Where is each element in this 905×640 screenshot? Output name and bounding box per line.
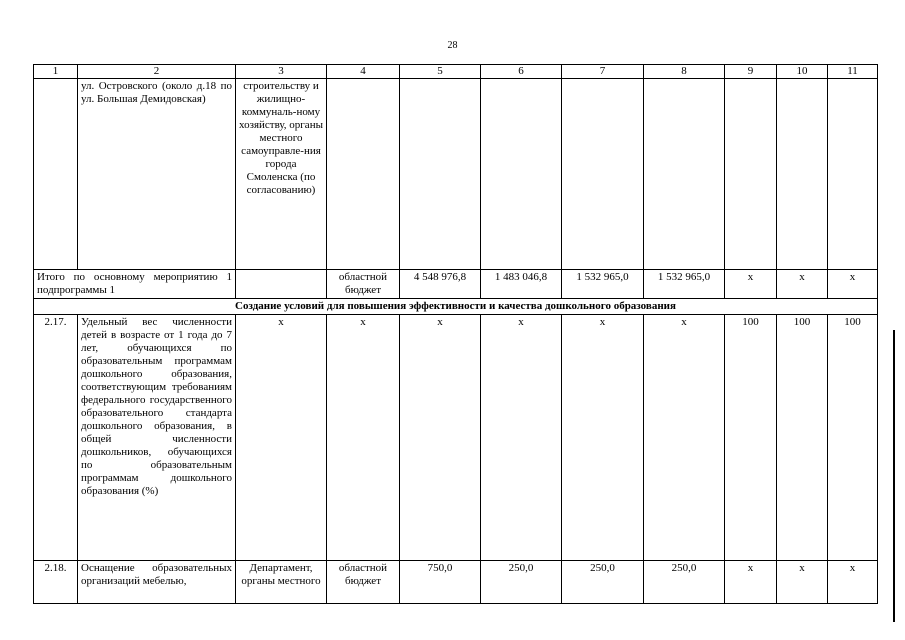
row-217-num: 2.17. (34, 315, 78, 561)
row-218-c7: 250,0 (562, 561, 644, 604)
row-217-c6: х (481, 315, 562, 561)
total-label: Итого по основному мероприятию 1 подпрограммы 1 (34, 270, 236, 299)
total-c6: 1 483 046,8 (481, 270, 562, 299)
page-number: 28 (447, 40, 458, 51)
budget-table (33, 64, 878, 604)
total-c10: х (777, 270, 828, 299)
row-218-c6: 250,0 (481, 561, 562, 604)
row-217-c10: 100 (777, 315, 828, 561)
col-header-6: 6 (481, 65, 562, 79)
col-header-7: 7 (562, 65, 644, 79)
col-header-5: 5 (400, 65, 481, 79)
col-header-3: 3 (236, 65, 327, 79)
col-header-11: 11 (828, 65, 878, 79)
cell-c6 (481, 79, 562, 270)
row-218-num: 2.18. (34, 561, 78, 604)
total-c9: х (725, 270, 777, 299)
cell-c11 (828, 79, 878, 270)
total-c8: 1 532 965,0 (644, 270, 725, 299)
cell-source (327, 79, 400, 270)
cell-c7 (562, 79, 644, 270)
cell-c9 (725, 79, 777, 270)
cell-num (34, 79, 78, 270)
row-217-c3: х (236, 315, 327, 561)
table-row-continued (34, 79, 878, 270)
row-217-name: Удельный вес численности детей в возрасте от 1 года до 7 лет, обучающихся по образовательным программам дошкольного образования, соответствующим требованиям федерального государственного образовательного стандарта дошкольного образования, в общей численности дошкольников, обучающихся по образовательным программам дошкольного образования (%) (78, 315, 236, 561)
column-number-row (34, 65, 878, 79)
total-executor (236, 270, 327, 299)
row-217-c4: х (327, 315, 400, 561)
col-header-1: 1 (34, 65, 78, 79)
section-heading-row (34, 299, 878, 315)
col-header-8: 8 (644, 65, 725, 79)
row-218-c10: х (777, 561, 828, 604)
col-header-10: 10 (777, 65, 828, 79)
table-row-2-17 (34, 315, 878, 561)
row-218-source: областной бюджет (327, 561, 400, 604)
cell-c10 (777, 79, 828, 270)
total-c5: 4 548 976,8 (400, 270, 481, 299)
row-217-c7: х (562, 315, 644, 561)
table-row-total (34, 270, 878, 299)
row-218-c11: х (828, 561, 878, 604)
row-217-c5: х (400, 315, 481, 561)
total-c11: х (828, 270, 878, 299)
cell-executor: строительству и жилищно-коммуналь-ному хозяйству, органы местного самоуправле-ния города Смоленска (по согласованию) (236, 79, 327, 270)
section-title: Создание условий для повышения эффективности и качества дошкольного образования (34, 299, 878, 315)
row-218-name: Оснащение образовательных организаций мебелью, (78, 561, 236, 604)
row-217-c9: 100 (725, 315, 777, 561)
row-218-executor: Департамент, органы местного (236, 561, 327, 604)
row-218-c8: 250,0 (644, 561, 725, 604)
total-source: областной бюджет (327, 270, 400, 299)
row-217-c8: х (644, 315, 725, 561)
col-header-2: 2 (78, 65, 236, 79)
total-c7: 1 532 965,0 (562, 270, 644, 299)
scan-edge-line (893, 330, 895, 622)
col-header-9: 9 (725, 65, 777, 79)
cell-c5 (400, 79, 481, 270)
col-header-4: 4 (327, 65, 400, 79)
row-218-c9: х (725, 561, 777, 604)
table-row-2-18 (34, 561, 878, 604)
row-217-c11: 100 (828, 315, 878, 561)
row-218-c5: 750,0 (400, 561, 481, 604)
cell-c8 (644, 79, 725, 270)
cell-measure-name: ул. Островского (около д.18 по ул. Большая Демидовская) (78, 79, 236, 270)
